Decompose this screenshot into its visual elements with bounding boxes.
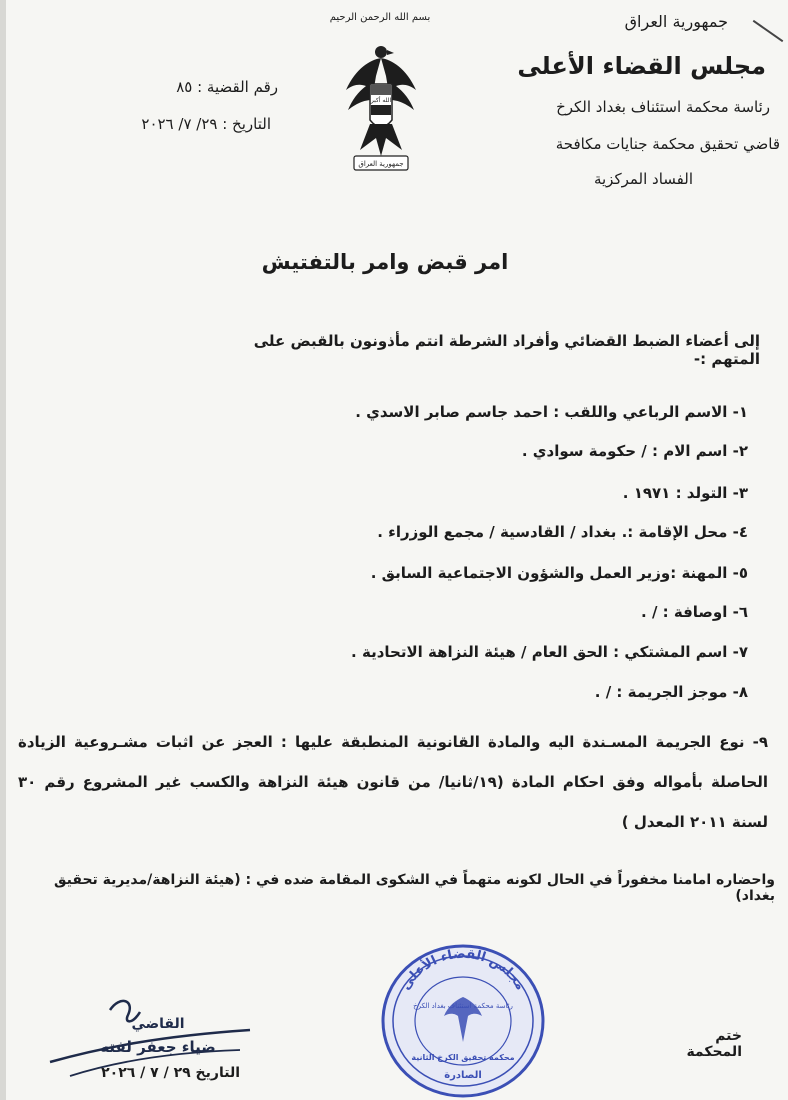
item-complainant: ٧- اسم المشتكي : الحق العام / هيئة النزاهة الاتحادية . (351, 643, 748, 661)
item-mother-name: ٢- اسم الام : / حكومة سوادي . (521, 442, 748, 460)
seal-inner-text: رئاسة محكمة استئناف بغداد الكرخ (413, 1002, 513, 1010)
order-date: التاريخ : ٢٩/ ٧/ ٢٠٢٦ (141, 115, 271, 133)
document-title: امر قبض وامر بالتفتيش (261, 250, 509, 274)
council-heading: مجلس القضاء الأعلى (517, 52, 766, 80)
bring-order-text: واحضاره امامنا مخفوراً في الحال لكونه متهماً في الشكوى المقامة ضده في : (هيئة النزاهة/مديرية تحقيق بغداد) (54, 872, 775, 904)
item-profession: ٥- المهنة :وزير العمل والشؤون الاجتماعية السابق . (370, 564, 748, 582)
item-description: ٦- اوصافة : / . (641, 603, 748, 621)
seal-bottom-text: محكمة تحقيق الكرخ الثانية (411, 1053, 515, 1062)
emblem-caption: جمهورية العراق (358, 160, 404, 168)
iraq-eagle-emblem-icon (340, 40, 422, 180)
paper-edge (0, 0, 6, 1100)
svg-text:الله أكبر: الله أكبر (370, 97, 392, 104)
item-crime-type: ٩- نوع الجريمة المسـندة اليه والمادة القانونية المنطبقة عليها : العجز عن اثبات مشـروعية الزيادة الحاصلة بأمواله وفق احكام المادة (١٩/ثانيا/ من قانون هيئة النزاهة والكسب غير المشروع رقم ٣٠ لسنة ٢٠١١ المعدل ) (18, 733, 768, 831)
item-full-name: ١- الاسم الرباعي واللقب : احمد جاسم صابر الاسدي . (355, 403, 748, 421)
presidency-heading: رئاسة محكمة استئناف بغداد الكرخ (556, 98, 770, 116)
case-number: رقم القضية : ٨٥ (176, 78, 278, 96)
intro-text: إلى أعضاء الضبط القضائي وأفراد الشرطة انتم مأذونون بالقبض على المتهم :- (253, 332, 760, 368)
court-seal-stamp-icon (378, 942, 548, 1100)
corner-mark (753, 20, 784, 42)
court-seal-label: ختم المحكمة (686, 1028, 742, 1060)
judge-office-line-2: الفساد المركزية (593, 170, 693, 188)
judge-label: القاضي (131, 1016, 185, 1032)
signature-date: التاريخ ٢٩ / ٧ / ٢٠٢٦ (101, 1065, 240, 1081)
judge-signature (40, 990, 280, 1100)
seal-ring-text: مجلس القضاء الأعلى (398, 946, 528, 993)
republic-heading: جمهورية العراق (624, 12, 728, 31)
item-crime-summary: ٨- موجز الجريمة : / . (594, 683, 748, 701)
item-birth-year: ٣- التولد : ١٩٧١ . (622, 484, 748, 502)
basmala: بسم الله الرحمن الرحيم (329, 12, 431, 23)
item-residence: ٤- محل الإقامة :. بغداد / القادسية / مجمع الوزراء . (377, 523, 748, 541)
judge-office-line-1: قاضي تحقيق محكمة جنايات مكافحة (555, 135, 780, 153)
seal-issued-text: الصادرة (444, 1070, 482, 1081)
judge-name: ضياء جعفر لفته (100, 1038, 216, 1056)
